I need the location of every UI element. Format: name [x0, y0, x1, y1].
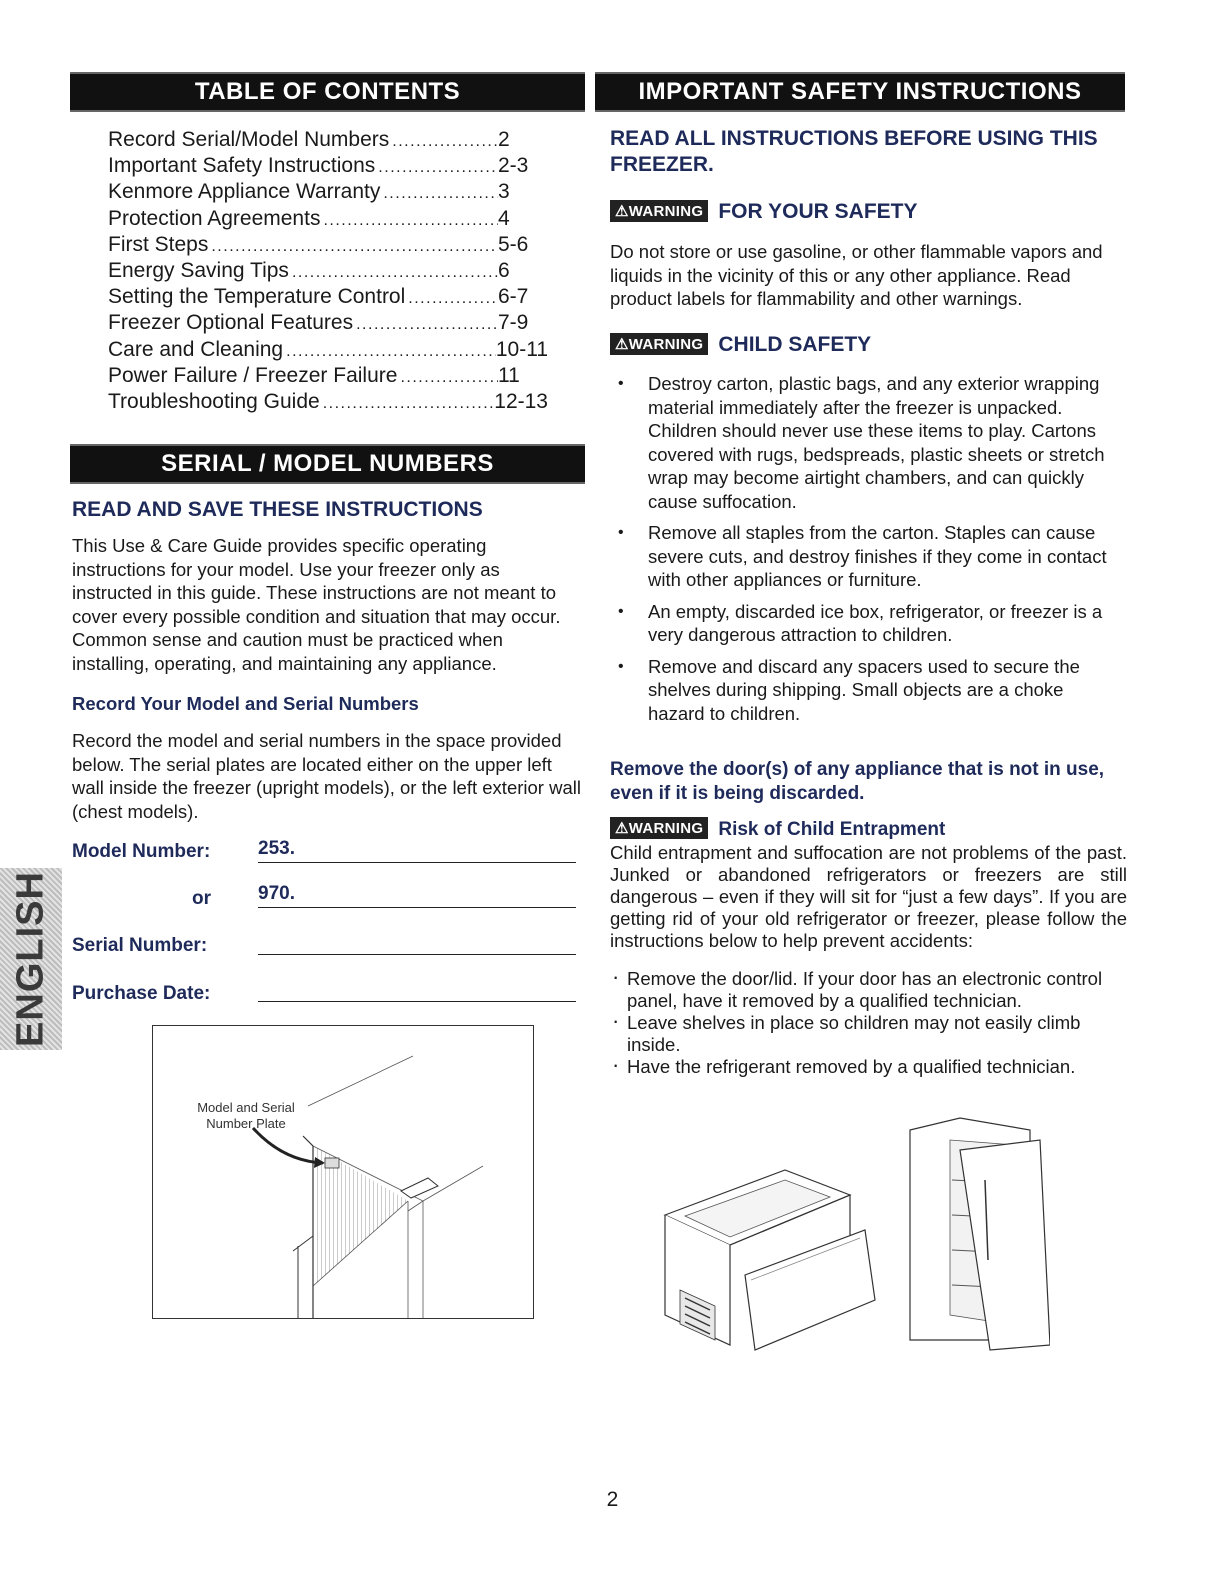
- toc-row-page: 6-7: [498, 285, 529, 309]
- toc-leader: [397, 369, 498, 387]
- toc-row-page: 2: [498, 128, 510, 151]
- list-item: • Remove all staples from the carton. Staples can cause severe cuts, and destroy finishes if they come in contact with other appliances or furniture.: [610, 521, 1125, 592]
- warning-badge: ⚠WARNING: [610, 817, 708, 839]
- toc-row[interactable]: [108, 233, 548, 259]
- toc-row-title: Important Safety Instructions: [108, 154, 376, 178]
- warning-badge-label: WARNING: [628, 203, 704, 220]
- toc-row[interactable]: [108, 338, 548, 364]
- serial-banner: [70, 444, 585, 484]
- warning-badge-label: WARNING: [628, 336, 704, 353]
- list-item: · Remove the door/lid. If your door has an electronic control panel, have it removed by a qualified technician.: [610, 968, 1120, 1012]
- your-safety-title: FOR YOUR SAFETY: [718, 200, 918, 223]
- toc-row-title: Record Serial/Model Numbers: [108, 128, 390, 151]
- warning-badge-label: WARNING: [628, 820, 704, 837]
- serial-banner-title: SERIAL / MODEL NUMBERS: [147, 450, 508, 477]
- or-label: or: [192, 888, 211, 909]
- toc-row-page: 6: [498, 258, 510, 282]
- toc-row-title: Troubleshooting Guide: [108, 389, 320, 413]
- toc-row-title: Energy Saving Tips: [108, 258, 289, 282]
- toc-row[interactable]: [108, 259, 548, 285]
- upright-freezer-illustration: [900, 1110, 1050, 1355]
- child-safety-title: CHILD SAFETY: [718, 333, 872, 356]
- record-heading: Record Your Model and Serial Numbers: [72, 693, 419, 714]
- toc-row[interactable]: [108, 364, 548, 390]
- warning-badge: ⚠WARNING: [610, 333, 708, 355]
- toc-leader: [375, 159, 498, 177]
- toc-row-title: Setting the Temperature Control: [108, 285, 406, 309]
- safety-banner-title: IMPORTANT SAFETY INSTRUCTIONS: [625, 78, 1096, 105]
- toc-row-title: Care and Cleaning: [108, 337, 284, 361]
- toc-row-page: 7-9: [498, 311, 529, 335]
- list-item: · Leave shelves in place so children may not easily climb inside.: [610, 1012, 1120, 1056]
- language-label: ENGLISH: [9, 871, 52, 1047]
- toc-leader: [389, 133, 498, 151]
- entrapment-title: Risk of Child Entrapment: [718, 819, 946, 840]
- serial-number-field[interactable]: [258, 930, 576, 955]
- toc-row-page: 3: [498, 180, 510, 204]
- serial-number-label: Serial Number:: [72, 935, 208, 956]
- intro-paragraph: This Use & Care Guide provides specific operating instructions for your model. Use your freezer only as instructed in this guide. These instructions are not meant to cover every possible condition and situation that may occur. Common sense and caution must be practiced when installing, operating, and maintaining any appliance.: [72, 535, 561, 674]
- entrapment-paragraph: Child entrapment and suffocation are not problems of the past. Junked or abandoned refrigerators or freezers are still dangerous – even if they will sit for “just a few days”. If you are getting rid of your old refrigerator or freezer, please follow the instructions below to help prevent accidents:: [610, 842, 1127, 951]
- toc-row-page: 10-11: [495, 337, 548, 361]
- table-of-contents: [108, 128, 548, 416]
- toc-row[interactable]: [108, 285, 548, 311]
- toc-row[interactable]: [108, 128, 548, 154]
- toc-row[interactable]: [108, 154, 548, 180]
- entrapment-list: [610, 968, 1120, 1078]
- your-safety-heading: [610, 200, 918, 224]
- model-number-field-970[interactable]: 970.: [258, 883, 576, 908]
- figure-caption: Model and Serial Number Plate: [197, 1100, 295, 1131]
- remove-door-notice: Remove the door(s) of any appliance that is not in use, even if it is being discarded.: [610, 759, 1105, 804]
- toc-row-title: First Steps: [108, 232, 209, 256]
- toc-banner: [70, 72, 585, 112]
- purchase-date-field[interactable]: [258, 977, 576, 1002]
- chest-freezer-illustration: [655, 1140, 885, 1360]
- language-side-tab: [0, 868, 62, 1050]
- toc-leader: [283, 343, 496, 361]
- toc-row-page: 4: [498, 206, 510, 230]
- toc-leader: [208, 238, 498, 256]
- toc-leader: [353, 316, 498, 334]
- toc-row[interactable]: [108, 311, 548, 337]
- model-number-label: Model Number:: [72, 841, 211, 862]
- warning-badge: ⚠WARNING: [610, 200, 708, 222]
- list-item: • Destroy carton, plastic bags, and any exterior wrapping material immediately after the freezer is unpacked. Children should never use these items to play. Cartons covered with rugs, bedspreads, plastic sheets or stretch wrap may become airtight chambers, and can quickly cause suffocation.: [610, 372, 1125, 513]
- toc-row[interactable]: [108, 207, 548, 233]
- read-save-heading: READ AND SAVE THESE INSTRUCTIONS: [72, 498, 483, 521]
- toc-row-page: 12-13: [494, 389, 548, 413]
- toc-leader: [380, 185, 498, 203]
- serial-plate-icon: [325, 1158, 339, 1168]
- toc-row[interactable]: [108, 180, 548, 206]
- record-paragraph: Record the model and serial numbers in the space provided below. The serial plates are located either on the upper left wall inside the freezer (upright models), or the left exterior wall (chest models).: [72, 730, 581, 822]
- toc-row[interactable]: [108, 390, 548, 416]
- your-safety-paragraph: Do not store or use gasoline, or other flammable vapors and liquids in the vicinity of this or any other appliance. Read product labels for flammability and other warnings.: [610, 241, 1103, 309]
- toc-banner-title: TABLE OF CONTENTS: [181, 78, 474, 105]
- entrapment-heading: [610, 817, 945, 841]
- freezer-corner-illustration: [153, 1026, 533, 1318]
- toc-row-title: Kenmore Appliance Warranty: [108, 180, 381, 204]
- toc-row-title: Power Failure / Freezer Failure: [108, 363, 398, 387]
- toc-row-page: 5-6: [498, 232, 529, 256]
- toc-leader: [320, 395, 495, 413]
- toc-leader: [320, 212, 498, 230]
- toc-row-title: Protection Agreements: [108, 206, 321, 230]
- toc-row-title: Freezer Optional Features: [108, 311, 354, 335]
- toc-row-page: 2-3: [498, 154, 529, 178]
- purchase-date-label: Purchase Date:: [72, 983, 211, 1004]
- toc-leader: [289, 264, 498, 282]
- page-number: 2: [606, 1488, 619, 1511]
- serial-plate-figure: [152, 1025, 534, 1319]
- model-number-field-253[interactable]: 253.: [258, 838, 576, 863]
- list-item: • Remove and discard any spacers used to secure the shelves during shipping. Small objects are a choke hazard to children.: [610, 655, 1125, 726]
- list-item: • An empty, discarded ice box, refrigerator, or freezer is a very dangerous attraction to children.: [610, 600, 1125, 647]
- read-all-heading: READ ALL INSTRUCTIONS BEFORE USING THIS FREEZER.: [610, 127, 1098, 176]
- child-safety-heading: [610, 333, 871, 357]
- toc-row-page: 11: [498, 363, 520, 387]
- toc-leader: [405, 290, 498, 308]
- list-item: · Have the refrigerant removed by a qualified technician.: [610, 1056, 1120, 1078]
- child-safety-list: [610, 372, 1125, 733]
- safety-banner: [595, 72, 1125, 112]
